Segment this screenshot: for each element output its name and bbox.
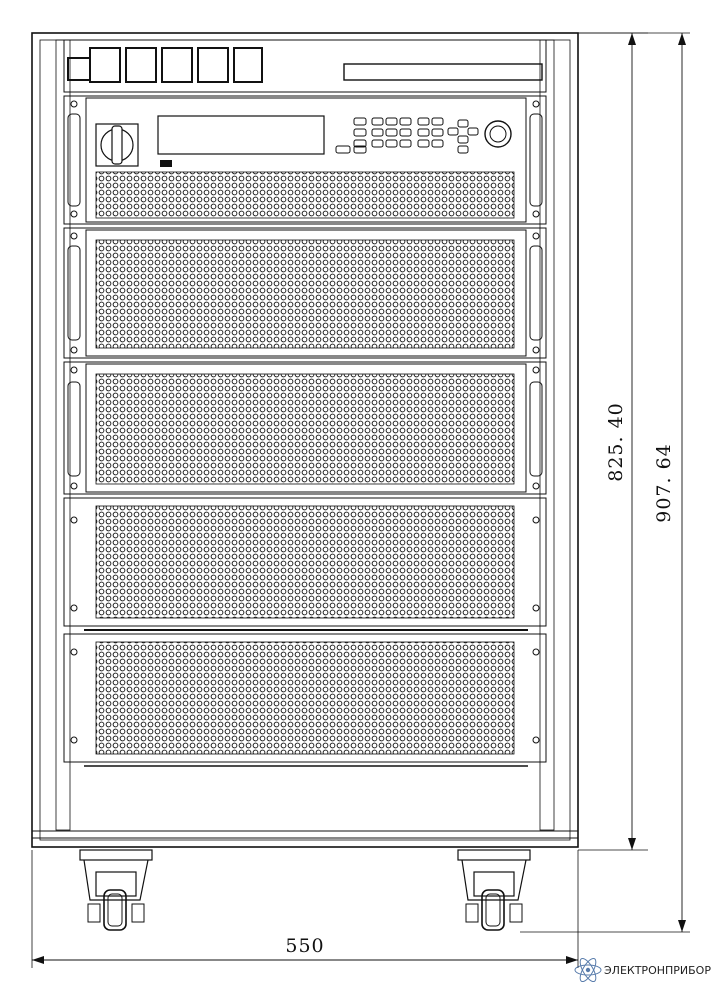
vent-grille bbox=[96, 506, 514, 618]
keypad-button bbox=[400, 140, 411, 147]
power-module bbox=[64, 362, 546, 494]
brand-logo bbox=[68, 48, 262, 82]
vent-grille bbox=[96, 642, 514, 754]
keypad-button bbox=[400, 118, 411, 125]
usb-port bbox=[160, 160, 172, 167]
keypad-button bbox=[400, 129, 411, 136]
watermark bbox=[575, 956, 711, 984]
watermark-label: ЭЛЕКТРОНПРИБОР bbox=[604, 964, 711, 977]
keypad-button bbox=[336, 146, 350, 153]
keypad-button bbox=[372, 129, 383, 136]
keypad-button bbox=[458, 120, 468, 127]
keypad-button bbox=[418, 140, 429, 147]
keypad bbox=[336, 118, 478, 153]
keypad-button bbox=[386, 129, 397, 136]
keypad-button bbox=[372, 118, 383, 125]
keypad-button bbox=[432, 129, 443, 136]
power-module bbox=[64, 228, 546, 358]
caster-right bbox=[458, 850, 530, 930]
dimension-width bbox=[32, 850, 578, 968]
caster-left bbox=[80, 850, 152, 930]
keypad-button bbox=[354, 129, 366, 136]
keypad-button bbox=[386, 140, 397, 147]
control-module bbox=[64, 96, 546, 224]
vent-grille bbox=[96, 240, 514, 348]
keypad-button bbox=[418, 129, 429, 136]
keypad-button bbox=[432, 140, 443, 147]
power-switch-icon bbox=[96, 124, 138, 166]
blank-panel bbox=[64, 634, 546, 766]
vent-grille bbox=[96, 374, 514, 484]
body-height-dimension-label: 825. 40 bbox=[605, 402, 627, 482]
rotary-knob-icon bbox=[485, 121, 511, 147]
total-height-dimension-label: 907. 64 bbox=[653, 443, 675, 523]
keypad-button bbox=[432, 118, 443, 125]
lcd-display bbox=[158, 116, 324, 154]
blank-panel bbox=[64, 498, 546, 630]
keypad-button bbox=[372, 140, 383, 147]
keypad-button bbox=[458, 136, 468, 143]
keypad-button bbox=[468, 128, 478, 135]
vent-grille bbox=[96, 172, 514, 218]
keypad-button bbox=[448, 128, 458, 135]
keypad-button bbox=[354, 118, 366, 125]
dimension-body-height bbox=[578, 33, 648, 850]
width-dimension-label: 550 bbox=[285, 935, 325, 957]
keypad-button bbox=[458, 146, 468, 153]
keypad-button bbox=[386, 118, 397, 125]
top-logo-panel bbox=[64, 40, 546, 92]
keypad-button bbox=[418, 118, 429, 125]
model-plate bbox=[344, 64, 542, 80]
atom-logo-icon bbox=[575, 956, 601, 984]
